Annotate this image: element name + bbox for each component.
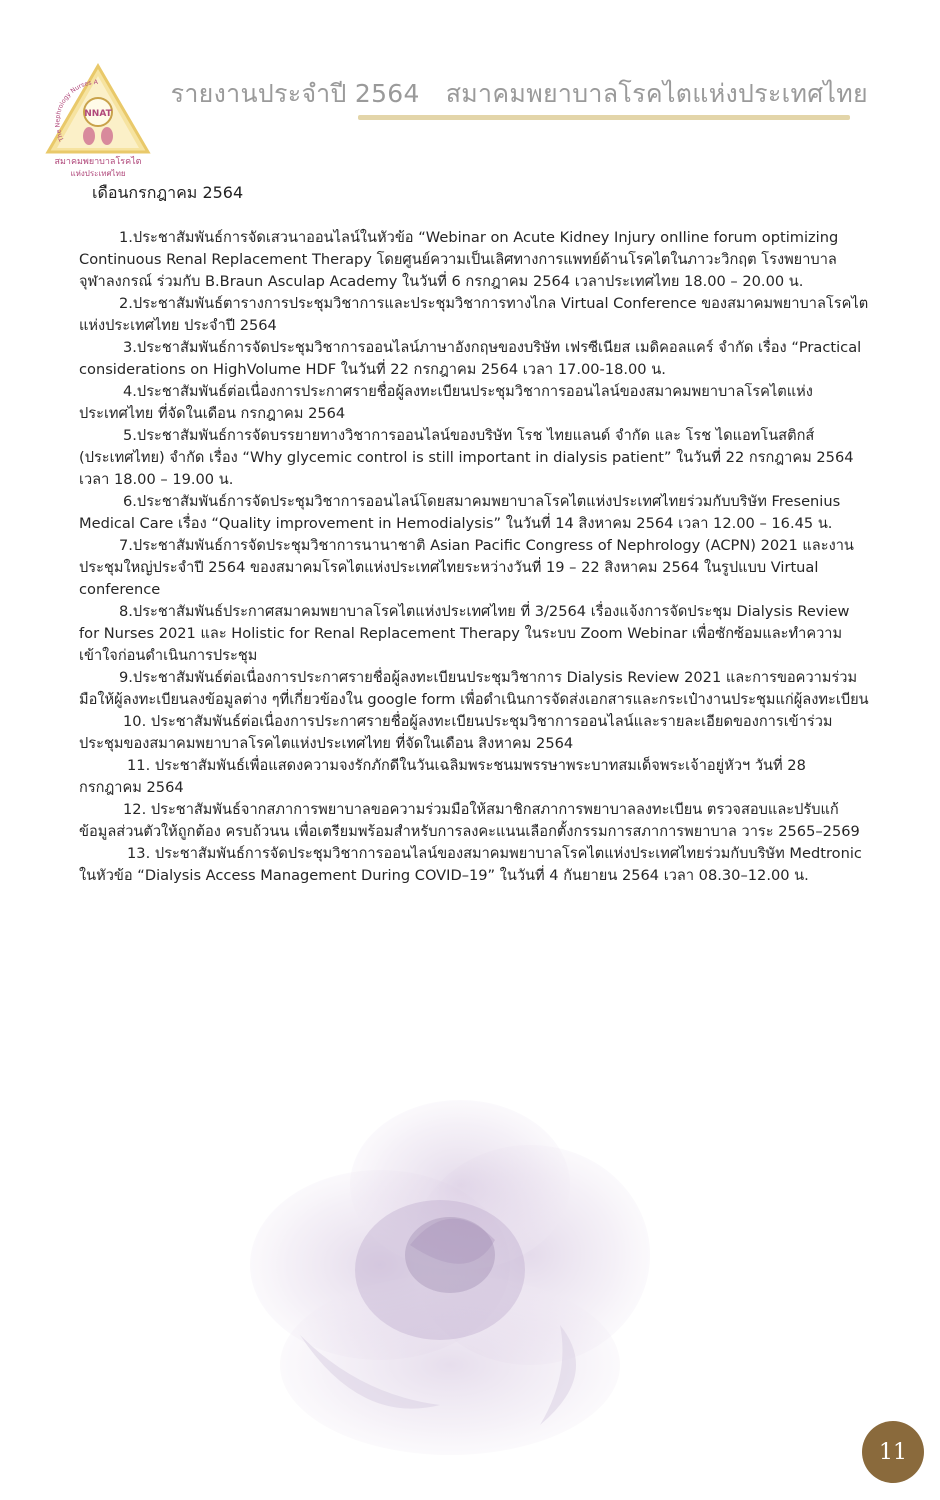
list-item: 7.ประชาสัมพันธ์การจัดประชุมวิชาการนานาชาติ Asian Pacific Congress of Nephrology (ACPN) 2021 และงานประชุมใหญ่ประจำปี 2564 ของสมาคมโรคไตแห่งประเทศไทยระหว่างวันที่ 19 – 22 สิงหาคม 2564 ในรูปแบบ Virtual conference bbox=[79, 537, 854, 598]
report-title: รายงานประจำปี 2564 bbox=[170, 79, 420, 108]
page-number-badge: 11 bbox=[862, 1421, 924, 1483]
list-item: 4.ประชาสัมพันธ์ต่อเนื่องการประกาศรายชื่อผู้ลงทะเบียนประชุมวิชาการออนไลน์ของสมาคมพยาบาลโรคไตแห่งประเทศไทย ที่จัดในเดือน กรกฎาคม 2564 bbox=[79, 383, 813, 422]
logo-abbr: NNAT bbox=[84, 109, 112, 119]
list-item: 2.ประชาสัมพันธ์ตารางการประชุมวิชาการและประชุมวิชาการทางไกล Virtual Conference ของสมาคมพยาบาลโรคไตแห่งประเทศไทย ประจำปี 2564 bbox=[79, 295, 869, 334]
list-item: 6.ประชาสัมพันธ์การจัดประชุมวิชาการออนไลน์โดยสมาคมพยาบาลโรคไตแห่งประเทศไทยร่วมกับบริษัท Fresenius Medical Care เรื่อง “Quality improvement in Hemodialysis” ในวันที่ 14 สิงหาคม 2564 เวลา 12.00 – 16.45 น. bbox=[79, 493, 841, 532]
logo-thai-line1: สมาคมพยาบาลโรคไต bbox=[54, 157, 142, 167]
org-name: สมาคมพยาบาลโรคไตแห่งประเทศไทย bbox=[445, 79, 868, 108]
flower-illustration bbox=[240, 1075, 660, 1470]
list-item: 12. ประชาสัมพันธ์จากสภาการพยาบาลขอความร่วมมือให้สมาชิกสภาการพยาบาลลงทะเบียน ตรวจสอบและปรับแก้ข้อมูลส่วนตัวให้ถูกต้อง ครบถ้วนน เพื่อเตรียมพร้อมสำหรับการลงคะแนนเลือกตั้งกรรมการสภาการพยาบาล วาระ 2565–2569 bbox=[79, 801, 860, 840]
kidney-left-icon bbox=[83, 127, 95, 145]
kidney-right-icon bbox=[101, 127, 113, 145]
nnat-logo bbox=[44, 62, 152, 180]
header-rule bbox=[358, 115, 850, 120]
header-title bbox=[171, 74, 868, 114]
list-item: 8.ประชาสัมพันธ์ประกาศสมาคมพยาบาลโรคไตแห่งประเทศไทย ที่ 3/2564 เรื่องแจ้งการจัดประชุม Dialysis Review for Nurses 2021 และ Holistic for Renal Replacement Therapy ในระบบ Zoom Webinar เพื่อซักซ้อมและทำความเข้าใจก่อนดำเนินการประชุม bbox=[79, 603, 850, 664]
month-heading: เดือนกรกฎาคม 2564 bbox=[92, 183, 244, 202]
logo-arc-text: The Nephrology Nurses A bbox=[54, 78, 99, 143]
list-item: 11. ประชาสัมพันธ์เพื่อแสดงความจงรักภักดีในวันเฉลิมพระชนมพรรษาพระบาทสมเด็จพระเจ้าอยู่หัวฯ วันที่ 28 กรกฎาคม 2564 bbox=[79, 757, 806, 796]
list-item: 13. ประชาสัมพันธ์การจัดประชุมวิชาการออนไลน์ของสมาคมพยาบาลโรคไตแห่งประเทศไทยร่วมกับบริษัท Medtronic ในหัวข้อ “Dialysis Access Management During COVID–19” ในวันที่ 4 กันยายน 2564 เวลา 08.30–12.00 น. bbox=[79, 845, 862, 884]
list-item: 9.ประชาสัมพันธ์ต่อเนื่องการประกาศรายชื่อผู้ลงทะเบียนประชุมวิชาการ Dialysis Review 2021 และการขอความร่วมมือให้ผู้ลงทะเบียนลงข้อมูลต่าง ๆที่เกี่ยวข้องใน google form เพื่อดำเนินการจัดส่งเอกสารและกระเป๋างานประชุมแก่ผู้ลงทะเบียน bbox=[79, 669, 869, 708]
list-item: 5.ประชาสัมพันธ์การจัดบรรยายทางวิชาการออนไลน์ของบริษัท โรช ไทยแลนด์ จำกัด และ โรช ไดแอทโนสติกส์ (ประเทศไทย) จำกัด เรื่อง “Why glycemic control is still important in dialysis patient” ในวันที่ 22 กรกฎาคม 2564 เวลา 18.00 – 19.00 น. bbox=[79, 427, 854, 488]
list-item: 1.ประชาสัมพันธ์การจัดเสวนาออนไลน์ในหัวข้อ “Webinar on Acute Kidney Injury onIline forum optimizing Continuous Renal Replacement Therapy โดยศูนย์ความเป็นเลิศทางการแพทย์ด้านโรคไตในภาวะวิกฤต โรงพยาบาลจุฬาลงกรณ์ ร่วมกับ B.Braun Asculap Academy ในวันที่ 6 กรกฎาคม 2564 เวลาประเทศไทย 18.00 – 20.00 น. bbox=[79, 229, 839, 290]
list-item: 3.ประชาสัมพันธ์การจัดประชุมวิชาการออนไลน์ภาษาอังกฤษของบริษัท เฟรซีเนียส เมดิคอลแคร์ จำกัด เรื่อง “Practical considerations on HighVolume HDF ในวันที่ 22 กรกฎาคม 2564 เวลา 17.00-18.00 น. bbox=[79, 339, 862, 378]
announcement-list bbox=[79, 227, 871, 887]
list-item: 10. ประชาสัมพันธ์ต่อเนื่องการประกาศรายชื่อผู้ลงทะเบียนประชุมวิชาการออนไลน์และรายละเอียดของการเข้าร่วมประชุมของสมาคมพยาบาลโรคไตแห่งประเทศไทย ที่จัดในเดือน สิงหาคม 2564 bbox=[79, 713, 833, 752]
logo-thai-line2: แห่งประเทศไทย bbox=[70, 169, 126, 178]
